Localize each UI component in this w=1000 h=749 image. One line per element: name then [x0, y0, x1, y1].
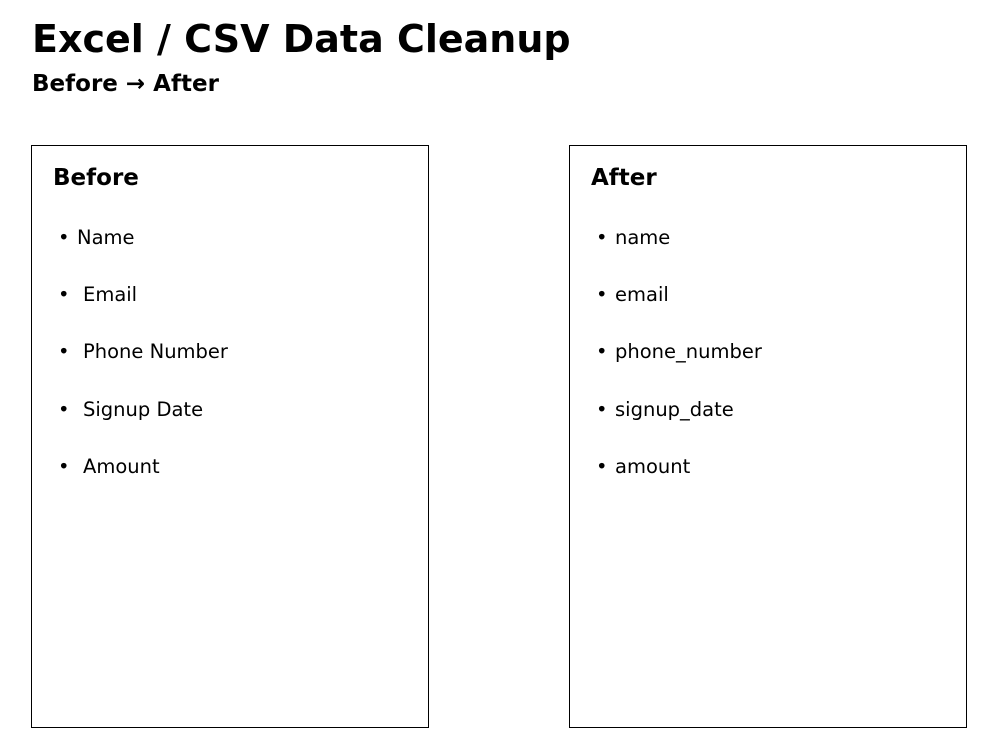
- bullet: •: [596, 283, 608, 306]
- page-title: Excel / CSV Data Cleanup: [32, 17, 571, 61]
- after-item-label: phone_number: [615, 340, 762, 363]
- bullet: •: [58, 340, 70, 363]
- after-heading: After: [591, 165, 657, 191]
- before-panel: [31, 145, 429, 728]
- bullet: •: [596, 455, 608, 478]
- before-item-label: Signup Date: [83, 398, 204, 421]
- after-list-item: [570, 455, 691, 551]
- bullet: •: [596, 398, 608, 421]
- after-item-label: email: [615, 283, 669, 306]
- before-item-label: Email: [83, 283, 138, 306]
- bullet: •: [596, 340, 608, 363]
- page-subtitle: Before → After: [32, 71, 219, 97]
- bullet: •: [58, 226, 70, 249]
- before-item-label: Phone Number: [83, 340, 228, 363]
- before-item-label: Name: [77, 226, 135, 249]
- after-item-label: name: [615, 226, 671, 249]
- bullet: •: [58, 455, 70, 478]
- after-item-label: amount: [615, 455, 691, 478]
- before-list-item: [32, 455, 160, 551]
- before-item-label: Amount: [83, 455, 160, 478]
- bullet: •: [596, 226, 608, 249]
- after-panel: [569, 145, 967, 728]
- after-item-label: signup_date: [615, 398, 734, 421]
- before-heading: Before: [53, 165, 139, 191]
- bullet: •: [58, 283, 70, 306]
- bullet: •: [58, 398, 70, 421]
